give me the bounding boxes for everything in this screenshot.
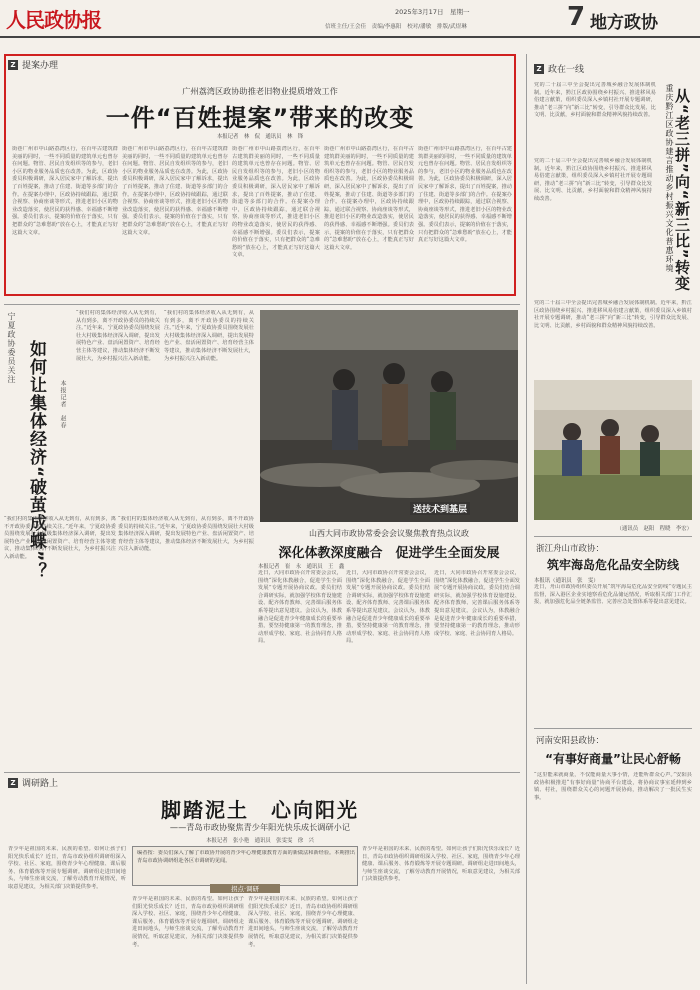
page-title: 地方政协 <box>590 13 658 33</box>
politics-section-label: 政在一线 <box>548 65 585 75</box>
research-section <box>8 776 58 789</box>
research-subtitle: ——青岛市政协聚焦青少年阳光快乐成长调研小记 <box>169 822 351 832</box>
henan-body: “这里能来就商量，不仅能商量大事小情，还能听群众心声。”安阳县政协积极推进“有事好商量”协商平台建设，将协商议事室延伸到乡镇、村社，围绕群众关心的问题开展协商，推动解决了一批民生实事。 <box>534 772 692 801</box>
education-title: 深化体教深度融合 促进学生全面发展 <box>278 546 500 561</box>
section-marker-icon: Z <box>8 778 18 788</box>
masthead <box>0 0 700 40</box>
feature-body-col-4: 街巷广州市中山路荔湾区行，在百年古建筑群美丽的同时，一些不同质量的建筑单元也曾存在问题。物管、居民自发组织等的参与，老旧小区的物业服务品质也在改善。为此，区政协委员积极调研，深入居民家中了解诉求，提出了百姓提案，推动了住建、街道等多部门的合作。在提案办理中，区政协持续跟踪，通过联合视察、协商座谈等形式，推进老旧小区的物业改造落实，使居民的获得感、幸福感不断增强。委员们表示，提案的价值在于落实，只有把群众的“急难愁盼”放在心上，才能真正写好这篇大文章。 <box>324 146 414 251</box>
masthead-date: 2025年3月17日 星期一 <box>395 8 470 16</box>
research-top-rule <box>4 772 520 773</box>
research-editor-box <box>132 846 358 886</box>
politics-byline: （通讯员 赵阳 程晓 李宏） <box>616 526 692 532</box>
research-title: 脚踏泥土 心向阳光 <box>161 798 359 822</box>
research-body-col-4: 青少年是祖国的未来、民族的希望。如何让孩子们阳光快乐成长？近日，青岛市政协组织调研组深入学校、社区、家庭，围绕青少年心理健康、课后服务、体育锻炼等开展专题调研。调研组走进田间地头，与师生座谈交流，了解劳动教育开展情况，听取意见建议，为相关部门决策提供参考。 <box>362 846 520 883</box>
section-marker-icon: Z <box>534 64 544 74</box>
collective-body-col-1: “我们村的集体经济收入从无到有，从有到多，离不开政协委员的持续关注。”近年来，宁夏政协委员围绕发展壮大村级集体经济深入调研，提出发展特色产业、盘活闲置资产、培育经营主体等建议，推动集体经济不断发展壮大，为乡村振兴注入新动能。 <box>76 310 160 362</box>
collective-top-rule <box>4 304 520 305</box>
politics-title: 从“老三拼”向“新三比”转变 <box>673 88 691 292</box>
research-tag: 拐点·调研 <box>210 884 280 893</box>
newspaper-logo: 人民政协报 <box>6 8 101 32</box>
feature-body-col-1: 街巷广州市中山路荔湾区行，在百年古建筑群美丽的同时，一些不同质量的建筑单元也曾存在问题。物管、居民自发组织等的参与，老旧小区的物业服务品质也在改善。为此，区政协委员积极调研，深入居民家中了解诉求，提出了百姓提案，推动了住建、街道等多部门的合作。在提案办理中，区政协持续跟踪，通过联合视察、协商座谈等形式，推进老旧小区的物业改造落实，使居民的获得感、幸福感不断增强。委员们表示，提案的价值在于落实，只有把群众的“急难愁盼”放在心上，才能真正写好这篇大文章。 <box>12 146 118 236</box>
zhejiang-body: 近日，舟山市政协组织委员开展“筑牢海岛危化品安全防线”专题民主监督，深入港区企业实地察看危化品储运情况，听取相关部门工作汇报，就加强危化品全链条监管、完善应急处置体系等提出意见建议。 <box>534 584 692 606</box>
research-box-text: 编者按：委员们深入了解了市政协开展的青少年心理健康教育方面的新做法和新经验。本期推出青岛市政协调研组赴各区市调研的见闻。 <box>137 850 355 864</box>
education-body-col-1: 近日，大同市政协召开常委会会议，围绕“深化体教融合，促进学生全面发展”专题开展协商议政。委员们结合调研实际，就加强学校体育设施建设、配齐体育教师、完善课后服务体系等提出意见建议。会议认为，体教融合是促进青少年健康成长的重要举措，要坚持健康第一的教育理念，推动形成学校、家庭、社会协同育人格局。 <box>258 570 342 645</box>
politics-body-cont: 党的二十届三中全会提出完善城乡融合发展体制机制。近年来，黔江区政协围绕乡村振兴、推进移风易俗建言献策，组织委员深入乡镇村社开展专题调研，推动“老三拼”向“新三比”转变，引导群众比发展、比文明、比贡献，乡村面貌和群众精神风貌持续改善。 <box>534 158 652 202</box>
education-body-col-2: 近日，大同市政协召开常委会会议，围绕“深化体教融合，促进学生全面发展”专题开展协商议政。委员们结合调研实际，就加强学校体育设施建设、配齐体育教师、完善课后服务体系等提出意见建议。会议认为，体教融合是促进青少年健康成长的重要举措，要坚持健康第一的教育理念，推动形成学校、家庭、社会协同育人格局。 <box>346 570 430 645</box>
right-column-divider <box>526 54 527 984</box>
feature-subtitle: 广州荔湾区政协助推老旧物业提质增效工作 <box>182 86 338 96</box>
photo-caption: 送技术到基层 <box>410 502 470 515</box>
henan-rule <box>534 728 692 729</box>
collective-title: 如何让集体经济“破茧成蝶”？ <box>26 340 46 581</box>
education-subtitle: 山西大同市政协常委会会议聚焦教育热点议政 <box>309 529 469 538</box>
masthead-subline: 信班主任/王会佳 责编/李惠阳 校对/潘敏 排版/武煜琳 <box>325 24 467 30</box>
section-marker-icon: Z <box>8 60 18 70</box>
research-section-label: 调研路上 <box>22 779 59 789</box>
zhejiang-byline: 本报讯（通讯员 张 雯） <box>534 578 599 584</box>
zhejiang-heading: 浙江舟山市政协： <box>536 544 605 554</box>
henan-title: “有事好商量”让民心舒畅 <box>545 752 681 766</box>
feature-byline: 本报记者 林 侃 通讯员 林 锋 <box>216 134 304 140</box>
page-number: 7 <box>567 2 586 32</box>
zhejiang-rule <box>534 536 692 537</box>
research-body-col-1: 青少年是祖国的未来、民族的希望。如何让孩子们阳光快乐成长？近日，青岛市政协组织调研组深入学校、社区、家庭，围绕青少年心理健康、课后服务、体育锻炼等开展专题调研。调研组走进田间地头，与师生座谈交流，了解劳动教育开展情况，听取意见建议，为相关部门决策提供参考。 <box>8 846 126 890</box>
masthead-rule <box>0 36 700 38</box>
feature-body-col-5: 街巷广州市中山路荔湾区行，在百年古建筑群美丽的同时，一些不同质量的建筑单元也曾存在问题。物管、居民自发组织等的参与，老旧小区的物业服务品质也在改善。为此，区政协委员积极调研，深入居民家中了解诉求，提出了百姓提案，推动了住建、街道等多部门的合作。在提案办理中，区政协持续跟踪，通过联合视察、协商座谈等形式，推进老旧小区的物业改造落实，使居民的获得感、幸福感不断增强。委员们表示，提案的价值在于落实，只有把群众的“急难愁盼”放在心上，才能真正写好这篇大文章。 <box>418 146 512 244</box>
collective-body-col-4: “我们村的集体经济收入从无到有，从有到多，离不开政协委员的持续关注。”近年来，宁夏政协委员围绕发展壮大村级集体经济深入调研，提出发展特色产业、盘活闲置资产、培育经营主体等建议，推动集体经济不断发展壮大，为乡村振兴注入新动能。 <box>118 516 254 553</box>
education-body-col-3: 近日，大同市政协召开常委会会议，围绕“深化体教融合，促进学生全面发展”专题开展协商议政。委员们结合调研实际，就加强学校体育设施建设、配齐体育教师、完善课后服务体系等提出意见建议。会议认为，体教融合是促进青少年健康成长的重要举措，要坚持健康第一的教育理念，推动形成学校、家庭、社会协同育人格局。 <box>434 570 520 637</box>
education-byline: 本报记者 崔 永 通讯员 王 鑫 <box>258 564 345 570</box>
feature-section-label: 提案办理 <box>22 61 59 71</box>
collective-body-col-2: “我们村的集体经济收入从无到有，从有到多，离不开政协委员的持续关注。”近年来，宁夏政协委员围绕发展壮大村级集体经济深入调研，提出发展特色产业、盘活闲置资产、培育经营主体等建议，推动集体经济不断发展壮大，为乡村振兴注入新动能。 <box>164 310 254 362</box>
feature-body-col-2: 街巷广州市中山路荔湾区行，在百年古建筑群美丽的同时，一些不同质量的建筑单元也曾存在问题。物管、居民自发组织等的参与，老旧小区的物业服务品质也在改善。为此，区政协委员积极调研，深入居民家中了解诉求，提出了百姓提案，推动了住建、街道等多部门的合作。在提案办理中，区政协持续跟踪，通过联合视察、协商座谈等形式，推进老旧小区的物业改造落实，使居民的获得感、幸福感不断增强。委员们表示，提案的价值在于落实，只有把群众的“急难愁盼”放在心上，才能真正写好这篇大文章。 <box>122 146 228 236</box>
collective-body-col-3: “我们村的集体经济收入从无到有，从有到多，离不开政协委员的持续关注。”近年来，宁夏政协委员围绕发展壮大村级集体经济深入调研，提出发展特色产业、盘活闲置资产、培育经营主体等建议，推动集体经济不断发展壮大，为乡村振兴注入新动能。 <box>4 516 116 560</box>
feature-title: 一件“百姓提案”带来的改变 <box>105 104 415 132</box>
farmers-photo <box>534 380 692 520</box>
research-byline: 本报记者 张小艳 通讯员 张雯雯 徐 兴 <box>206 838 314 844</box>
politics-body: 党的二十届三中全会提出完善城乡融合发展体制机制。近年来，黔江区政协围绕乡村振兴、推进移风易俗建言献策，组织委员深入乡镇村社开展专题调研，推动“老三拼”向“新三比”转变，引导群众比发展、比文明、比贡献，乡村面貌和群众精神风貌持续改善。 <box>534 82 656 119</box>
research-body-col-3: 青少年是祖国的未来、民族的希望。如何让孩子们阳光快乐成长？近日，青岛市政协组织调研组深入学校、社区、家庭，围绕青少年心理健康、课后服务、体育锻炼等开展专题调研。调研组走进田间地头，与师生座谈交流，了解劳动教育开展情况，听取意见建议，为相关部门决策提供参考。 <box>248 896 358 948</box>
henan-heading: 河南安阳县政协： <box>536 736 605 746</box>
technology-photo <box>260 310 518 522</box>
politics-subtitle: 重庆黔江区政协建言推动乡村振兴文化普惠环境 <box>665 84 674 273</box>
politics-section <box>534 62 584 75</box>
collective-byline: 本报记者 赵春 <box>59 380 66 429</box>
feature-section <box>8 58 58 71</box>
zhejiang-title: 筑牢海岛危化品安全防线 <box>546 558 679 572</box>
research-body-col-2: 青少年是祖国的未来、民族的希望。如何让孩子们阳光快乐成长？近日，青岛市政协组织调研组深入学校、社区、家庭，围绕青少年心理健康、课后服务、体育锻炼等开展专题调研。调研组走进田间地头，与师生座谈交流，了解劳动教育开展情况，听取意见建议，为相关部门决策提供参考。 <box>132 896 244 948</box>
politics-body-cont-2: 党的二十届三中全会提出完善城乡融合发展体制机制。近年来，黔江区政协围绕乡村振兴、推进移风易俗建言献策，组织委员深入乡镇村社开展专题调研，推动“老三拼”向“新三比”转变，引导群众比发展、比文明、比贡献，乡村面貌和群众精神风貌持续改善。 <box>534 300 692 329</box>
collective-column-label: 宁夏政协委员关注 <box>7 312 16 384</box>
feature-body-col-3: 街巷广州市中山路荔湾区行，在百年古建筑群美丽的同时，一些不同质量的建筑单元也曾存在问题。物管、居民自发组织等的参与，老旧小区的物业服务品质也在改善。为此，区政协委员积极调研，深入居民家中了解诉求，提出了百姓提案，推动了住建、街道等多部门的合作。在提案办理中，区政协持续跟踪，通过联合视察、协商座谈等形式，推进老旧小区的物业改造落实，使居民的获得感、幸福感不断增强。委员们表示，提案的价值在于落实，只有把群众的“急难愁盼”放在心上，才能真正写好这篇大文章。 <box>232 146 320 259</box>
